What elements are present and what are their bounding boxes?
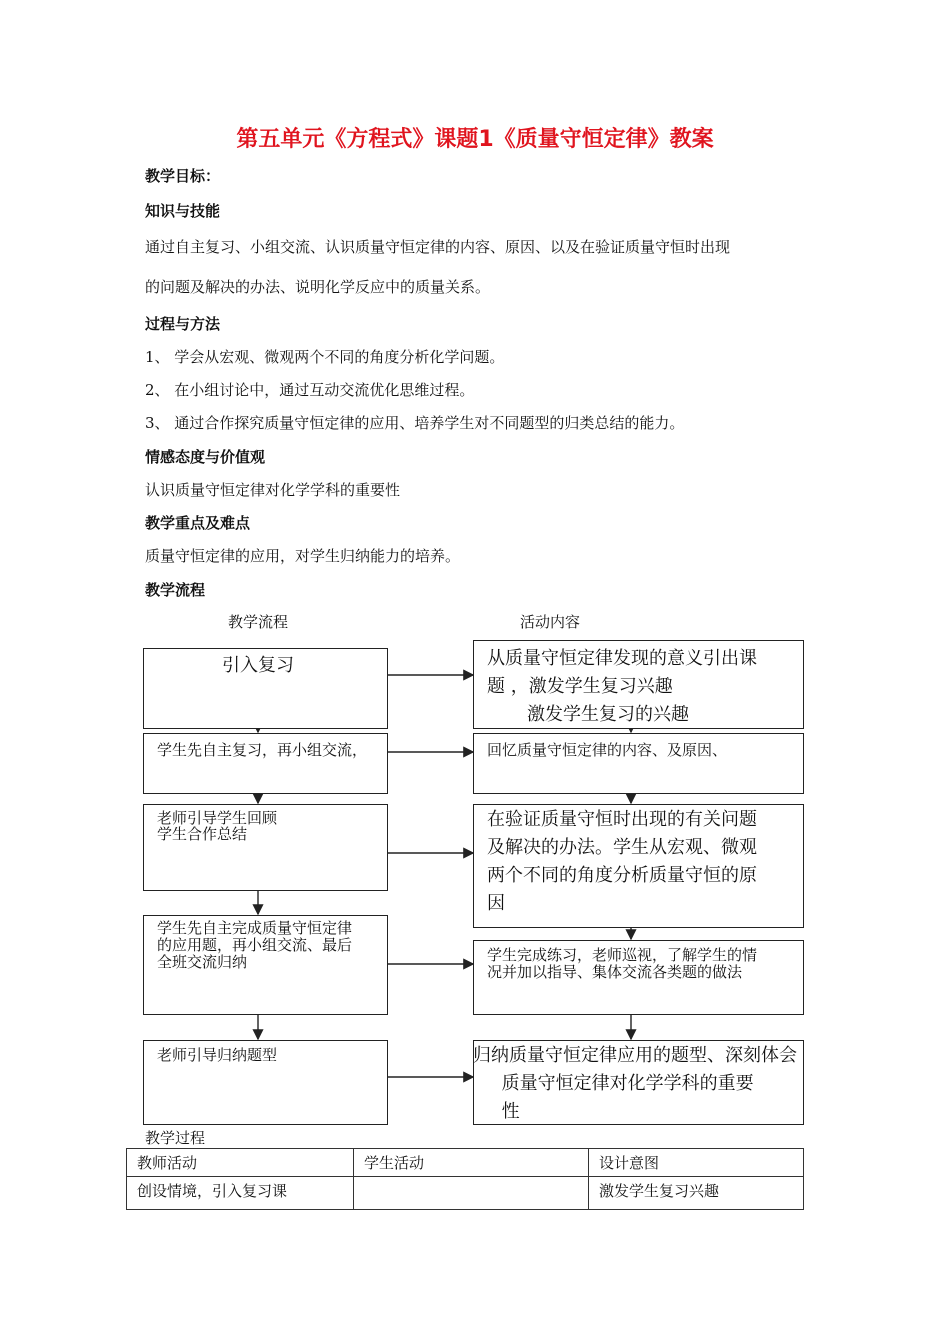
- table-header-cell: 设计意图: [589, 1149, 804, 1177]
- flow-right-box-3-text: 在验证质量守恒时出现的有关问题 及解决的办法。学生从宏观、微观 两个不同的角度分析质量守恒的原 因: [487, 809, 757, 914]
- emotion-text: 认识质量守恒定律对化学学科的重要性: [145, 481, 401, 499]
- process-table-caption: 教学过程: [145, 1129, 206, 1147]
- flow-left-box-5-text: 老师引导归纳题型: [157, 1046, 278, 1064]
- key-heading: 教学重点及难点: [145, 514, 251, 532]
- process-item-1: 1、 学会从宏观、微观两个不同的角度分析化学问题。: [145, 348, 505, 366]
- process-item-3: 3、 通过合作探究质量守恒定律的应用、培养学生对不同题型的归类总结的能力。: [145, 414, 685, 432]
- table-header-cell: 学生活动: [354, 1149, 589, 1177]
- process-heading: 过程与方法: [145, 315, 221, 333]
- flow-heading: 教学流程: [145, 581, 206, 599]
- flow-left-box-2-text: 学生先自主复习，再小组交流，: [157, 741, 368, 759]
- flow-left-box-1-text: 引入复习: [222, 655, 294, 676]
- flow-left-box-3-text: 老师引导学生回顾 学生合作总结: [157, 809, 278, 843]
- knowledge-heading: 知识与技能: [145, 202, 221, 220]
- flow-left-box-4-text: 学生先自主完成质量守恒定律 的应用题，再小组交流、最后 全班交流归纳: [157, 919, 353, 971]
- flow-right-box-1-text: 从质量守恒定律发现的意义引出课 题 ，激发学生复习兴趣 激发学生复习的兴趣: [487, 648, 757, 725]
- table-cell: 创设情境，引入复习课: [127, 1177, 354, 1210]
- table-cell: 激发学生复习兴趣: [589, 1177, 804, 1210]
- process-item-2: 2、 在小组讨论中，通过互动交流优化思维过程。: [145, 381, 475, 399]
- table-header-row: [127, 1149, 804, 1177]
- emotion-heading: 情感态度与价值观: [145, 448, 266, 466]
- table-row: [127, 1177, 804, 1210]
- flow-right-box-5-text: 归纳质量守恒定律应用的题型、深刻体会 质量守恒定律对化学学科的重要 性: [473, 1045, 797, 1122]
- process-table: [126, 1148, 804, 1210]
- table-header-cell: 教师活动: [127, 1149, 354, 1177]
- knowledge-text-line-1: 通过自主复习、小组交流、认识质量守恒定律的内容、原因、以及在验证质量守恒时出现: [145, 238, 731, 256]
- goals-heading: 教学目标：: [145, 167, 221, 185]
- flow-right-header: 活动内容: [520, 613, 581, 631]
- flow-right-box-2-text: 回忆质量守恒定律的内容、及原因、: [487, 741, 728, 759]
- table-cell: [354, 1177, 589, 1210]
- knowledge-text-line-2: 的问题及解决的办法、说明化学反应中的质量关系。: [145, 278, 491, 296]
- flow-right-box-4-text: 学生完成练习，老师巡视，了解学生的情 况并加以指导、集体交流各类题的做法: [487, 946, 758, 981]
- page-title: 第五单元《方程式》课题1《质量守恒定律》教案: [236, 127, 714, 152]
- key-text: 质量守恒定律的应用，对学生归纳能力的培养。: [145, 547, 461, 565]
- flow-left-header: 教学流程: [228, 613, 289, 631]
